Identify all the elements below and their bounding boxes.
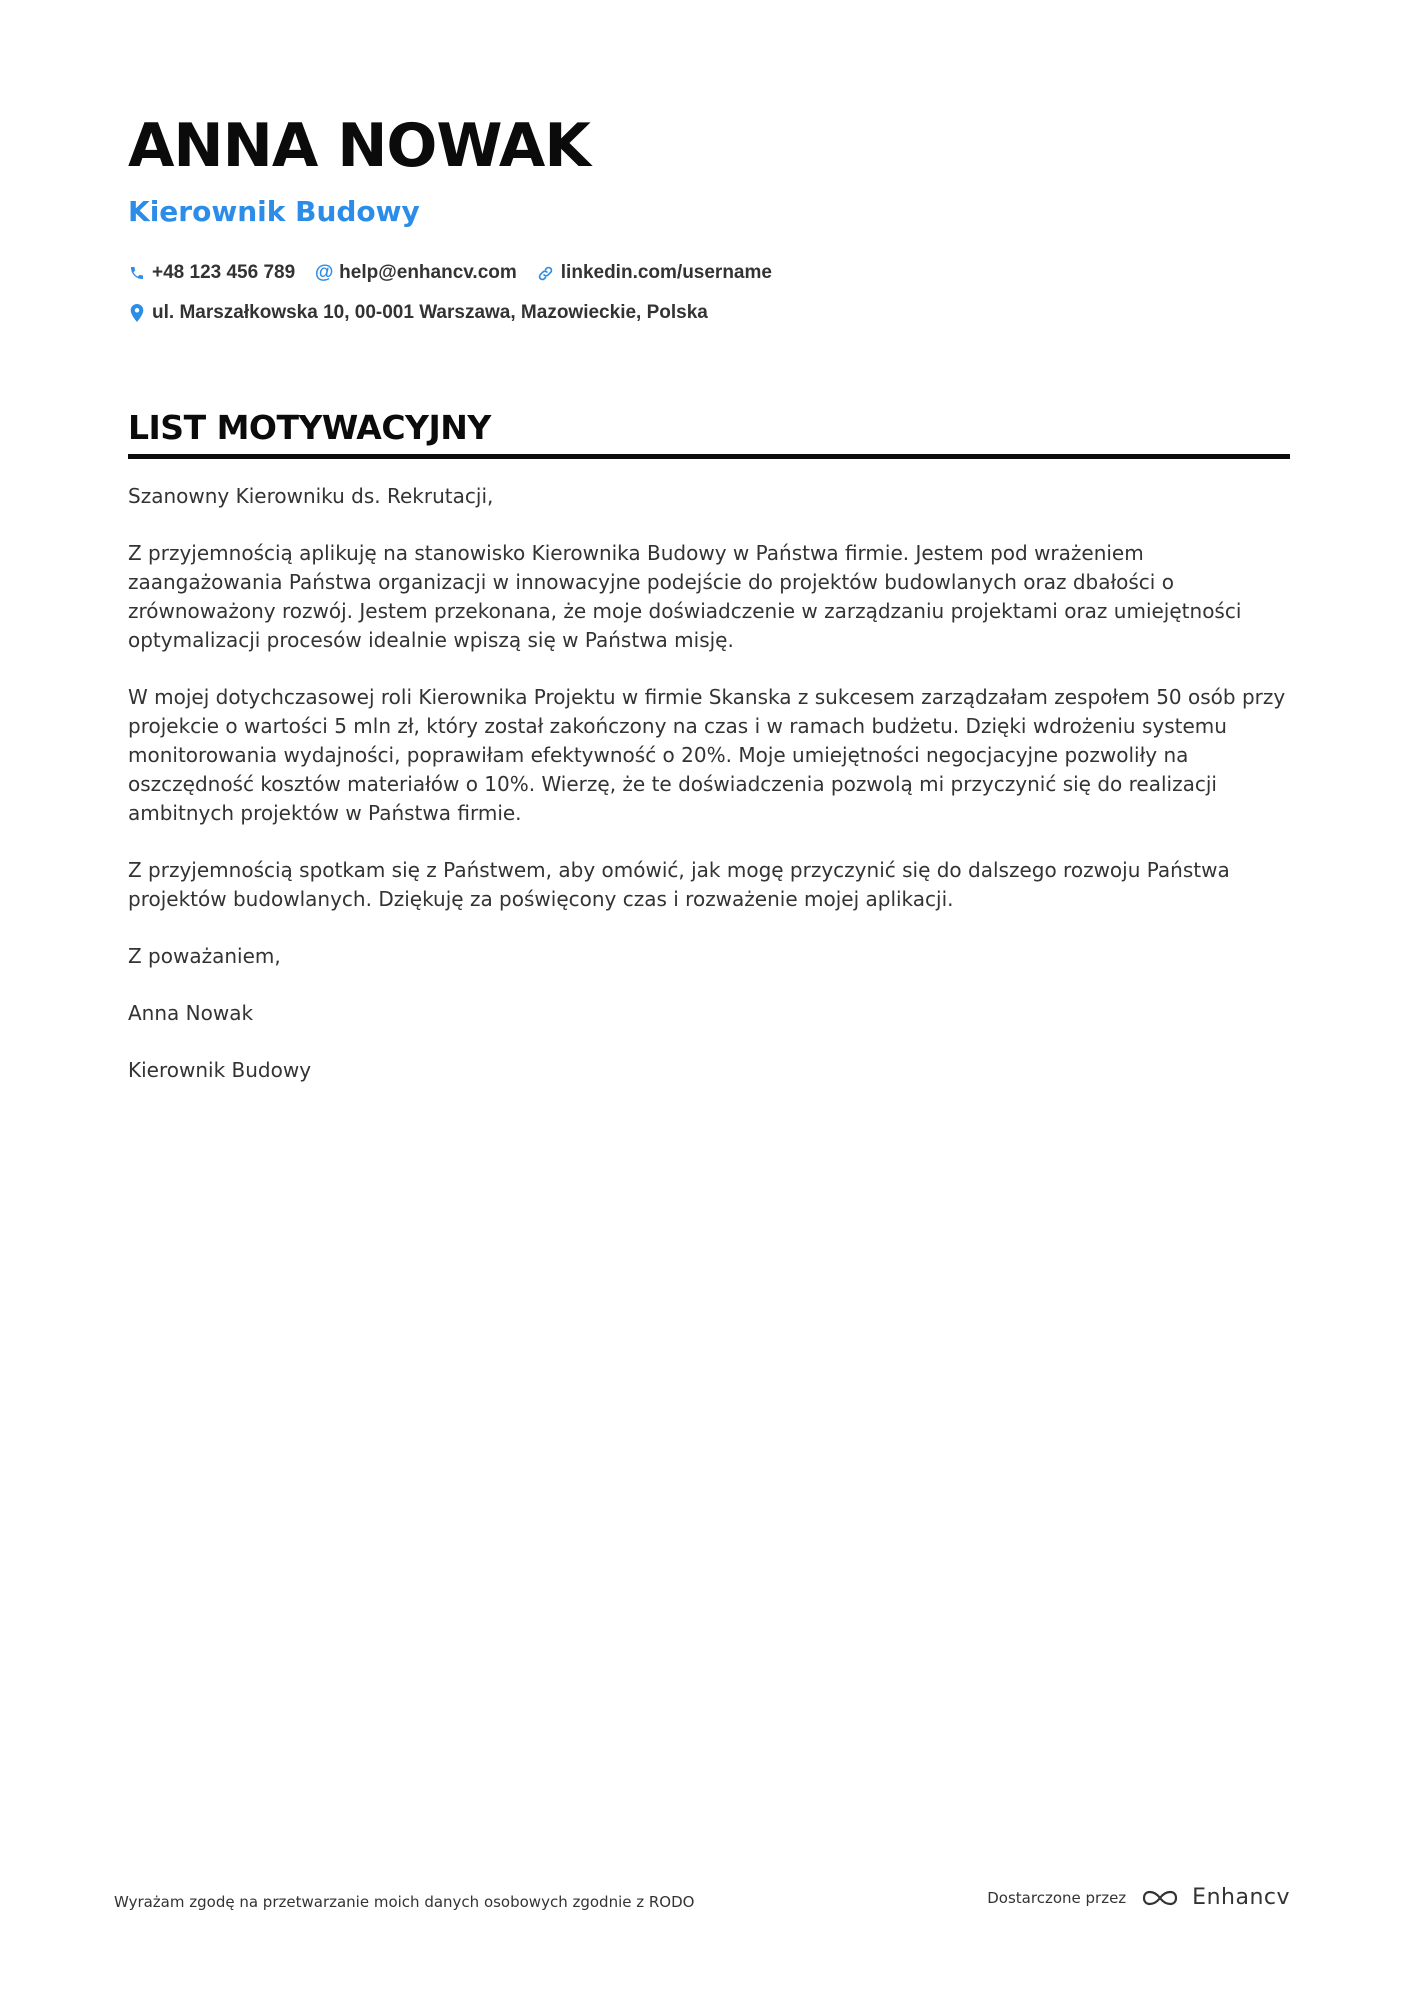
contact-email[interactable] xyxy=(315,262,517,284)
section-title: LIST MOTYWACYJNY xyxy=(128,408,491,447)
letter-body xyxy=(128,482,1290,1113)
contact-row-address xyxy=(128,298,1288,328)
email-text[interactable]: help@enhancv.com xyxy=(339,262,517,283)
location-pin-icon xyxy=(128,304,146,322)
letter-paragraph: W mojej dotychczasowej roli Kierownika Projektu w firmie Skanska z sukcesem zarządzałam zespołem 50 osób przy projekcie o wartości 5 mln zł, który został zakończony na czas i w ramach budżetu. Dzięki wdrożeniu systemu monitorowania wydajności, poprawiłam efektywność o 20%. Moje umiejętności negocjacyjne pozwoliły na oszczędność kosztów materiałów o 10%. Wierzę, że te doświadczenia pozwolą mi przyczynić się do realizacji ambitnych projektów w Państwa firmie. xyxy=(128,685,1286,825)
contact-address xyxy=(128,302,708,324)
contact-phone xyxy=(128,262,295,284)
letter-closing: Z poważaniem, xyxy=(128,944,281,968)
address-text: ul. Marszałkowska 10, 00-001 Warszawa, Mazowieckie, Polska xyxy=(152,302,708,323)
letter-greeting: Szanowny Kierowniku ds. Rekrutacji, xyxy=(128,484,494,508)
section-header xyxy=(128,406,1290,459)
enhancv-logo-icon xyxy=(1138,1886,1182,1910)
contact-row-primary xyxy=(128,258,1288,288)
letter-paragraph: Z przyjemnością spotkam się z Państwem, aby omówić, jak mogę przyczynić się do dalszego rozwoju Państwa projektów budowlanych. Dziękuję za poświęcony czas i rozważenie mojej aplikacji. xyxy=(128,858,1230,911)
linkedin-text[interactable]: linkedin.com/username xyxy=(560,262,772,283)
signature-title: Kierownik Budowy xyxy=(128,1058,312,1082)
candidate-name: ANNA NOWAK xyxy=(128,111,590,181)
at-icon: @ xyxy=(314,262,334,283)
brand-name: Enhancv xyxy=(1192,1885,1290,1910)
header xyxy=(128,108,1288,338)
phone-icon xyxy=(128,264,146,282)
signature-name: Anna Nowak xyxy=(128,1001,254,1025)
powered-by-label: Dostarczone przez xyxy=(987,1888,1127,1907)
link-icon xyxy=(537,264,555,282)
job-title: Kierownik Budowy xyxy=(128,195,420,228)
contact-linkedin[interactable] xyxy=(537,262,772,284)
letter-paragraph: Z przyjemnością aplikuję na stanowisko Kierownika Budowy w Państwa firmie. Jestem pod wrażeniem zaangażowania Państwa organizacji w innowacyjne podejście do projektów budowlanych oraz dbałości o zrównoważony rozwój. Jestem przekonana, że moje doświadczenie w zarządzaniu projektami oraz umiejętności optymalizacji procesów idealnie wpiszą się w Państwa misję. xyxy=(128,541,1242,652)
gdpr-consent: Wyrażam zgodę na przetwarzanie moich danych osobowych zgodnie z RODO xyxy=(114,1893,695,1911)
phone-text: +48 123 456 789 xyxy=(152,262,296,283)
powered-by xyxy=(987,1885,1290,1910)
enhancv-logo[interactable] xyxy=(1138,1885,1290,1910)
section-divider xyxy=(128,454,1290,459)
contact-info xyxy=(128,258,1288,328)
